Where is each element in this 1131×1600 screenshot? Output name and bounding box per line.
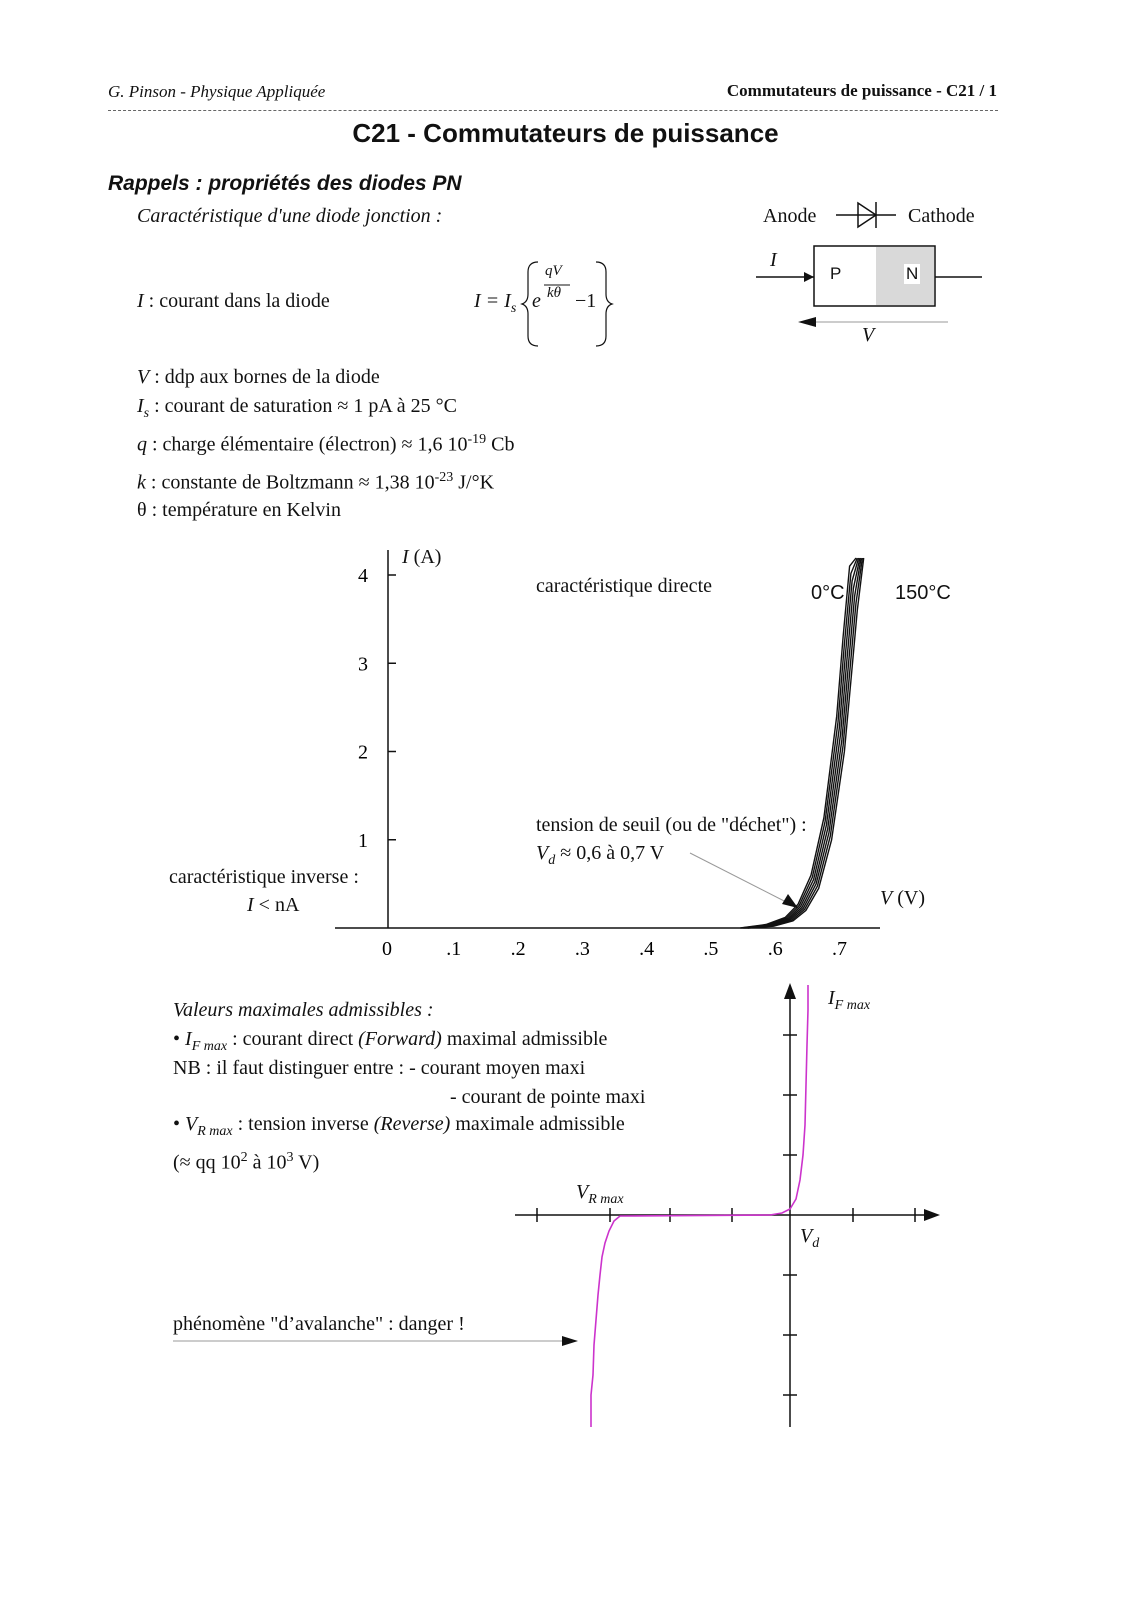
y-tick-label: 2 [358, 741, 368, 764]
formula-exp-den: kθ [547, 285, 562, 301]
x-tick-label: .5 [703, 938, 719, 960]
x-tick-label: .2 [510, 938, 526, 960]
x-tick-label: .3 [574, 938, 590, 960]
def-boltzmann: k : constante de Boltzmann ≈ 1,38 $10^{-23}$ J/°K [137, 470, 495, 494]
header-divider [108, 110, 998, 111]
def-temperature: θ : température en Kelvin [137, 499, 341, 521]
full-characteristic-chart [170, 975, 960, 1445]
voltage-label: V [862, 324, 875, 346]
y-tick-label: 4 [358, 565, 368, 587]
seuil-arrow-icon [782, 894, 798, 908]
def-saturation: $I_s$ : courant de saturation ≈ 1 pA à 25 °C [137, 395, 457, 421]
chart1-axes [335, 550, 880, 928]
n-label: N [906, 264, 919, 283]
label-temp-0: 0°C [811, 582, 845, 604]
x-tick-label: .6 [767, 938, 783, 960]
if-max-line: • $I_{F max}$ : courant direct (Forward) maximal admissible [173, 1028, 608, 1054]
chart1-y-ticks [358, 565, 396, 852]
series-0c-line [748, 558, 864, 928]
label-inverse: caractéristique inverse : [169, 866, 359, 888]
label-vd-threshold: $V_d$ [800, 1225, 820, 1251]
voltage-arrow-icon [798, 317, 816, 327]
diode-formula: $I = I_s$ [474, 290, 517, 316]
page-title: C21 - Commutateurs de puissance [352, 118, 779, 148]
range-line: (≈ qq $10^2$ à $10^3$ V) [173, 1150, 320, 1174]
formula-exp-num: qV [545, 263, 562, 279]
p-label: P [830, 264, 842, 283]
avalanche-label: phénomène "d’avalanche" : danger ! [173, 1313, 465, 1335]
diode-symbol-icon [836, 202, 896, 228]
anode-label: Anode [763, 205, 817, 227]
header-author: G. Pinson - Physique Appliquée [108, 82, 326, 101]
avalanche-arrow-icon [562, 1336, 578, 1346]
header-chapter: Commutateurs de puissance - C21 / 1 [726, 81, 997, 100]
vr-max-line: • $V_{R max}$ : tension inverse (Reverse) maximale admissible [173, 1113, 625, 1139]
chart1-ylabel: I (A) [402, 546, 442, 568]
current-label: I [770, 249, 777, 271]
seuil-pointer-line [690, 853, 792, 905]
def-current: I : courant dans la diode [137, 290, 330, 312]
x-tick-label: .4 [639, 938, 655, 960]
x-tick-label: .1 [446, 938, 462, 960]
label-direct: caractéristique directe [536, 575, 712, 597]
label-vr-max: $V_{R max}$ [576, 1181, 624, 1207]
x-tick-label: .7 [832, 938, 847, 960]
formula-minus-one: −1 [575, 290, 597, 312]
y-axis-arrow-icon [784, 983, 796, 999]
nb-line-2: - courant de pointe maxi [450, 1086, 646, 1108]
label-if-max: $I_{F max}$ [828, 987, 871, 1013]
chart1-x-ticks [382, 938, 847, 960]
y-tick-label: 3 [358, 653, 368, 676]
series-bundle-line [744, 558, 860, 928]
chart1-series [740, 558, 863, 928]
intro-text: Caractéristique d'une diode jonction : [137, 205, 443, 227]
max-values-heading: Valeurs maximales admissibles : [173, 999, 434, 1021]
chart1-xlabel: V (V) [880, 887, 925, 909]
x-axis-arrow-icon [924, 1209, 940, 1221]
y-tick-label: 1 [358, 829, 368, 852]
def-charge: q : charge élémentaire (électron) ≈ 1,6 $10^{-19}$ Cb [137, 432, 515, 456]
label-temp-150: 150°C [895, 582, 951, 604]
nb-line: NB : il faut distinguer entre : - courant moyen maxi [173, 1057, 586, 1079]
label-vd: $V_d \approx 0,6$ à 0,7 V [536, 842, 665, 868]
section-heading: Rappels : propriétés des diodes PN [108, 172, 462, 195]
label-seuil: tension de seuil (ou de "déchet") : [536, 814, 807, 836]
cathode-label: Cathode [908, 205, 975, 227]
label-inverse-current: I < nA [247, 894, 300, 916]
def-voltage: V : ddp aux bornes de la diode [137, 366, 380, 388]
x-tick-label: 0 [382, 938, 392, 960]
formula-exp-base: e [532, 290, 541, 312]
current-arrow-icon [804, 272, 814, 282]
